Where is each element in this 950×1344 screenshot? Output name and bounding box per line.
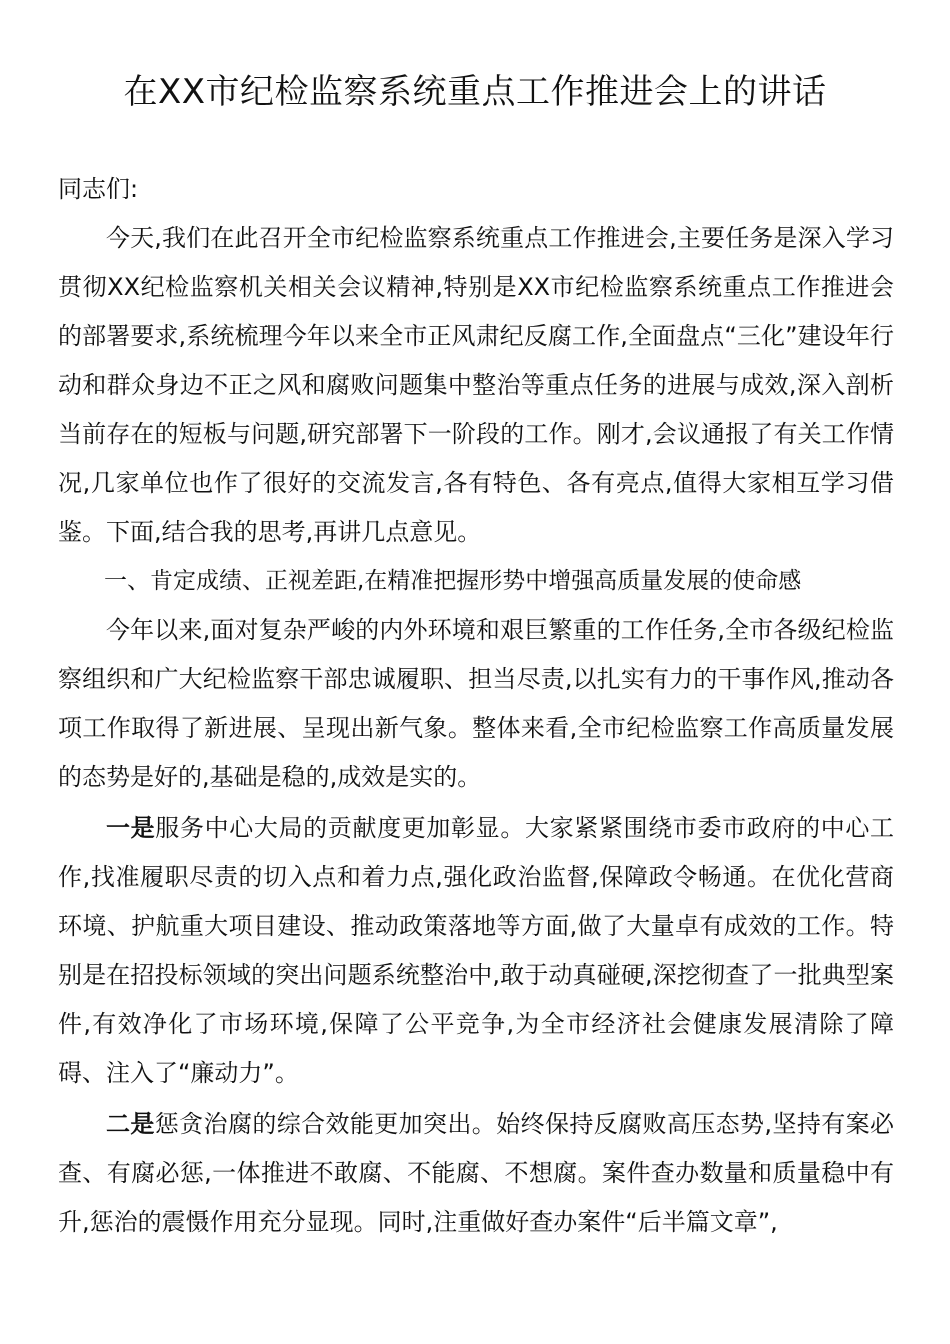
intro-paragraph: 今天,我们在此召开全市纪检监察系统重点工作推进会,主要任务是深入学习贯彻XX纪检监察机关相关会议精神,特别是XX市纪检监察系统重点工作推进会的部署要求,系统梳理今年以来全市正风肃纪反腐工作,全面盘点“三化”建设年行动和群众身边不正之风和腐败问题集中整治等重点任务的进展与成效,深入剖析当前存在的短板与问题,研究部署下一阶段的工作。刚才,会议通报了有关工作情况,几家单位也作了很好的交流发言,各有特色、各有亮点,值得大家相互学习借鉴。下面,结合我的思考,再讲几点意见。 <box>58 224 894 546</box>
point-1-text: 服务中心大局的贡献度更加彰显。大家紧紧围绕市委市政府的中心工作,找准履职尽责的切入点和着力点,强化政治监督,保障政令畅通。在优化营商环境、护航重大项目建设、推动政策落地等方面,做了大量卓有成效的工作。特别是在招投标领域的突出问题系统整治中,敢于动真碰硬,深挖彻查了一批典型案件,有效净化了市场环境,保障了公平竞争,为全市经济社会健康发展清除了障碍、注入了“廉动力”。 <box>58 814 895 1087</box>
point-1-paragraph <box>58 804 894 1098</box>
point-2-lead: 二是 <box>106 1110 155 1138</box>
salutation: 同志们: <box>58 175 139 203</box>
point-1-lead: 一是 <box>106 814 156 842</box>
document-title: 在XX市纪检监察系统重点工作推进会上的讲话 <box>123 72 827 112</box>
point-2-text: 惩贪治腐的综合效能更加突出。始终保持反腐败高压态势,坚持有案必查、有腐必惩,一体推进不敢腐、不能腐、不想腐。案件查办数量和质量稳中有升,惩治的震慑作用充分显现。同时,注重做好查办案件“后半篇文章”, <box>58 1110 894 1236</box>
section-1-heading: 一、肯定成绩、正视差距,在精准把握形势中增强高质量发展的使命感 <box>104 568 802 594</box>
document-body <box>58 165 894 1247</box>
section-1-intro-paragraph: 今年以来,面对复杂严峻的内外环境和艰巨繁重的工作任务,全市各级纪检监察组织和广大纪检监察干部忠诚履职、担当尽责,以扎实有力的干事作风,推动各项工作取得了新进展、呈现出新气象。整体来看,全市纪检监察工作高质量发展的态势是好的,基础是稳的,成效是实的。 <box>58 616 894 791</box>
point-2-paragraph <box>58 1100 894 1247</box>
